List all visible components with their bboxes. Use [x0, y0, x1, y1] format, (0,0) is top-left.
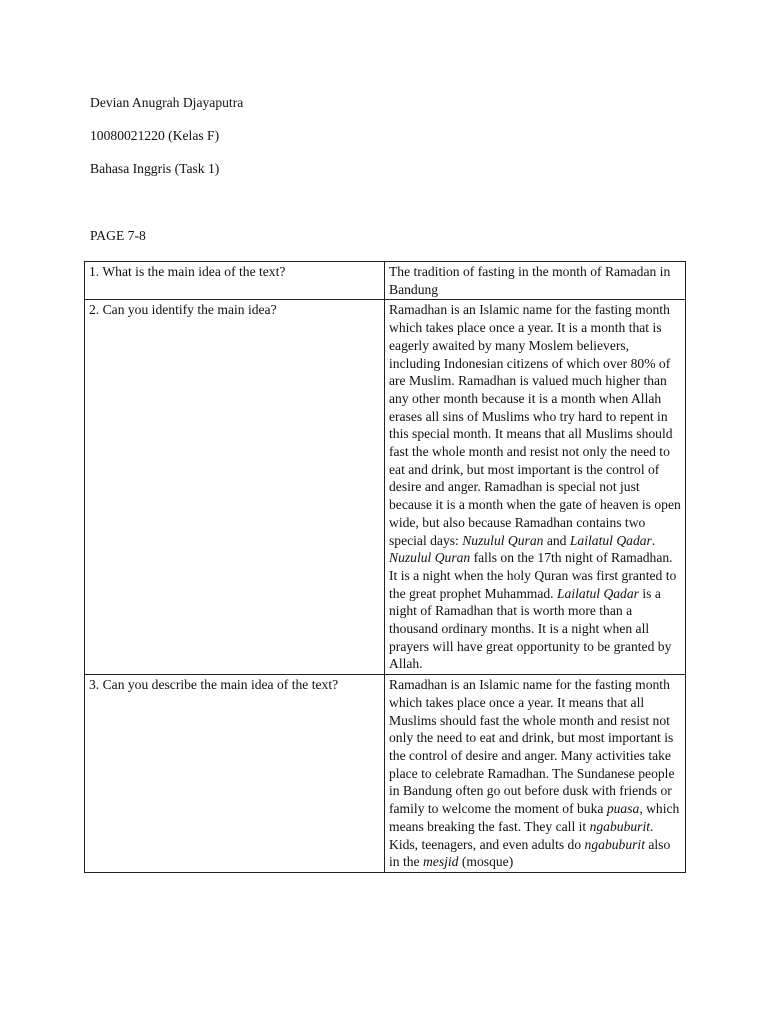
answer-text: is a night of Ramadhan that is worth more than a thousand ordinary months. It is a night when all prayers will have great opportunity to be granted by Allah. [389, 585, 672, 672]
page-reference: PAGE 7-8 [90, 228, 146, 243]
answer-text: Ramadhan is an Islamic name for the fasting month which takes place once a year. It means that all Muslims should fast the whole month and resist not only the need to eat and drink, but most important is the control of desire and anger. Many activities take place to celebrate Ramadhan. The Sundanese people in Bandung often go out before dusk with friends or family to welcome the moment of buka [389, 677, 675, 817]
question-cell: 1. What is the main idea of the text? [85, 262, 385, 300]
answer-text: and [543, 532, 570, 548]
answer-text: Ramadhan is an Islamic name for the fasting month which takes place once a year. It is a month that is eagerly awaited by many Moslem believers, including Indonesian citizens of which over 80% of are Muslim. Ramadhan is valued much higher than any other month because it is a month when Allah erases all sins of Muslims who try hard to repent in this special month. It means that all Muslims should fast the whole month and resist not only the need to eat and drink, but most important is the control of desire and anger. Ramadhan is special not just because it is a month when the gate of heaven is open wide, but also because Ramadhan contains two special days: [389, 302, 681, 548]
answer-text: (mosque) [458, 854, 514, 870]
table-row [85, 675, 686, 873]
table-row [85, 262, 686, 300]
answer-text: also in the [389, 836, 671, 870]
term-ngabuburit: ngabuburit [589, 818, 650, 834]
answer-text: . Kids, teenagers, and even adults do [389, 818, 654, 852]
answer-cell [385, 300, 686, 675]
term-ngabuburit: ngabuburit [584, 836, 645, 852]
term-puasa: puasa [606, 801, 640, 817]
question-cell: 2. Can you identify the main idea? [85, 300, 385, 675]
course-task: Bahasa Inggris (Task 1) [90, 161, 220, 176]
answer-text: . [651, 532, 656, 548]
answer-cell: The tradition of fasting in the month of Ramadan in Bandung [385, 262, 686, 300]
term-mesjid: mesjid [422, 854, 459, 870]
term-nuzulul-quran: Nuzulul Quran [462, 532, 544, 548]
answer-cell [385, 675, 686, 873]
question-answer-table [84, 261, 686, 873]
student-id-class: 10080021220 (Kelas F) [90, 128, 220, 143]
table-row [85, 300, 686, 675]
term-lailatul-qadar: Lailatul Qadar [569, 532, 652, 548]
answer-text: falls on the 17th night of Ramadhan. It is a night when the holy Quran was first granted to the great prophet Muhammad. [389, 550, 677, 601]
question-cell: 3. Can you describe the main idea of the text? [85, 675, 385, 873]
term-nuzulul-quran: Nuzulul Quran [389, 550, 471, 566]
author-name: Devian Anugrah Djayaputra [90, 95, 244, 110]
term-lailatul-qadar: Lailatul Qadar [556, 585, 639, 601]
answer-text: , which means breaking the fast. They call it [389, 801, 680, 834]
